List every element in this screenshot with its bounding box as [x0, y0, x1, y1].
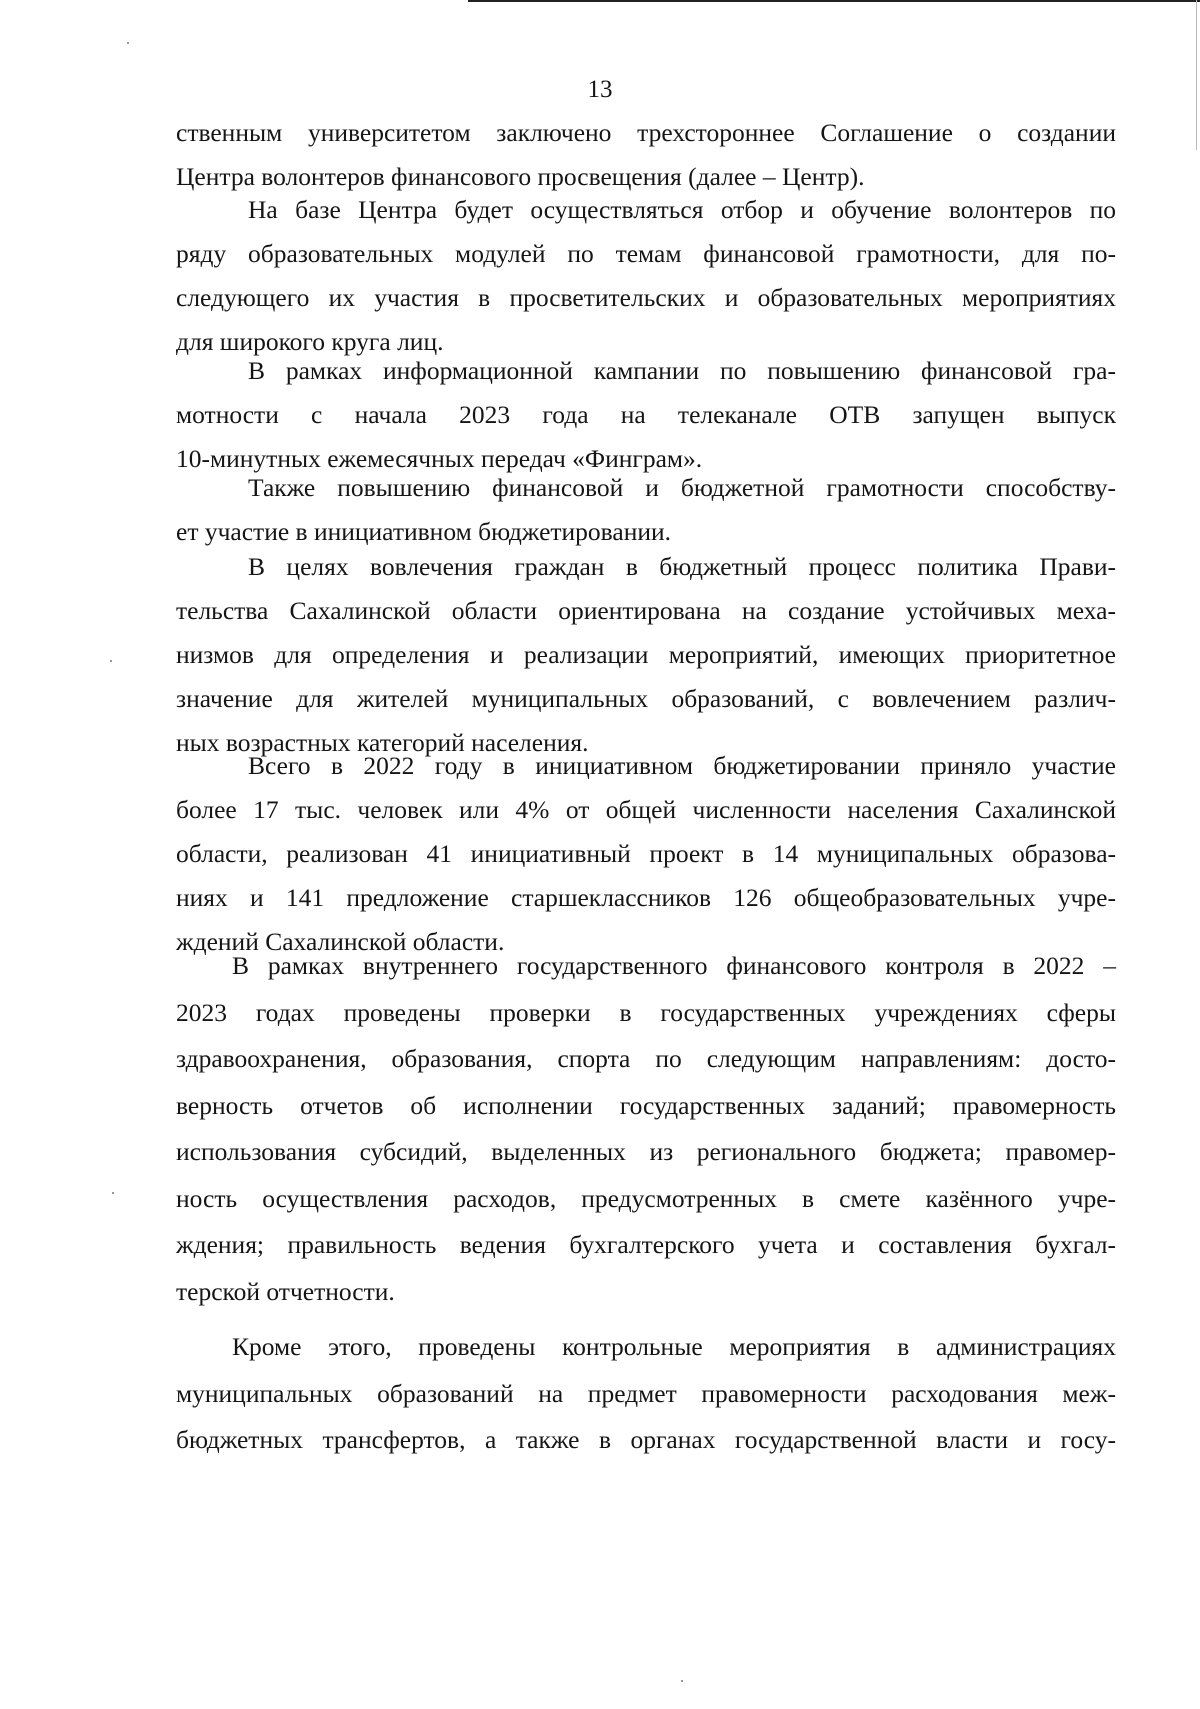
text-line: следующего их участия в просветительских и образовательных мероприятиях — [176, 283, 1116, 312]
text-line: значение для жителей муниципальных образований, с вовлечением различ- — [176, 684, 1116, 713]
text-line: использования субсидий, выделенных из регионального бюджета; правомер- — [176, 1137, 1116, 1166]
paragraph-8 — [176, 1324, 1116, 1464]
paragraph-5 — [176, 545, 1116, 765]
text-line: мотности с начала 2023 года на телеканале ОТВ запущен выпуск — [176, 400, 1116, 429]
scan-speck — [681, 1680, 683, 1682]
right-border-line — [1196, 0, 1197, 150]
text-line: 2023 годах проведены проверки в государственных учреждениях сферы — [176, 997, 1116, 1027]
scan-speck — [112, 1192, 114, 1194]
text-line: муниципальных образований на предмет правомерности расходования меж- — [176, 1378, 1116, 1408]
paragraph-2 — [176, 188, 1116, 364]
text-line: ждений Сахалинской области. — [176, 927, 505, 956]
text-line: низмов для определения и реализации мероприятий, имеющих приоритетное — [176, 640, 1116, 669]
text-line: тельства Сахалинской области ориентирована на создание устойчивых меха- — [176, 596, 1116, 625]
text-line: Также повышению финансовой и бюджетной грамотности способству- — [248, 473, 1116, 502]
text-line: В рамках информационной кампании по повышению финансовой гра- — [248, 356, 1116, 385]
text-line: здравоохранения, образования, спорта по следующим направлениям: досто- — [176, 1044, 1116, 1073]
paragraph-7 — [176, 943, 1116, 1315]
top-border-line — [468, 0, 1200, 2]
text-line: верность отчетов об исполнении государственных заданий; правомерность — [176, 1090, 1116, 1120]
paragraph-3 — [176, 349, 1116, 481]
text-line: Центра волонтеров финансового просвещения (далее – Центр). — [176, 162, 865, 191]
text-line: ждения; правильность ведения бухгалтерского учета и составления бухгал- — [176, 1230, 1116, 1259]
scan-speck — [110, 660, 112, 662]
text-line: бюджетных трансфертов, а также в органах государственной власти и госу- — [176, 1425, 1116, 1454]
scan-speck — [127, 42, 129, 44]
text-line: В целях вовлечения граждан в бюджетный процесс политика Прави- — [248, 552, 1116, 581]
text-line: ет участие в инициативном бюджетировании. — [176, 517, 672, 546]
text-line: более 17 тыс. человек или 4% от общей численности населения Сахалинской — [176, 795, 1116, 824]
text-line: ряду образовательных модулей по темам финансовой грамотности, для по- — [176, 239, 1116, 268]
paragraph-1 — [176, 111, 1116, 199]
text-line: ственным университетом заключено трехстороннее Соглашение о создании — [176, 118, 1116, 147]
text-line: ных возрастных категорий населения. — [176, 728, 589, 757]
text-line: области, реализован 41 инициативный проект в 14 муниципальных образова- — [176, 839, 1116, 868]
text-line: Кроме этого, проведены контрольные мероприятия в администрациях — [232, 1332, 1116, 1361]
page-number: 13 — [587, 76, 613, 103]
paragraph-4 — [176, 466, 1116, 554]
text-line: ность осуществления расходов, предусмотренных в смете казённого учре- — [176, 1183, 1116, 1213]
text-line: ниях и 141 предложение старшеклассников 126 общеобразовательных учре- — [176, 883, 1116, 912]
paragraph-6 — [176, 744, 1116, 964]
text-line: для широкого круга лиц. — [176, 327, 444, 356]
text-line: терской отчетности. — [176, 1276, 395, 1306]
text-line: 10-минутных ежемесячных передач «Финграм». — [176, 444, 703, 473]
text-line: На базе Центра будет осуществляться отбор и обучение волонтеров по — [248, 195, 1116, 224]
text-line: Всего в 2022 году в инициативном бюджетировании приняло участие — [248, 751, 1116, 780]
text-line: В рамках внутреннего государственного финансового контроля в 2022 – — [232, 951, 1116, 980]
